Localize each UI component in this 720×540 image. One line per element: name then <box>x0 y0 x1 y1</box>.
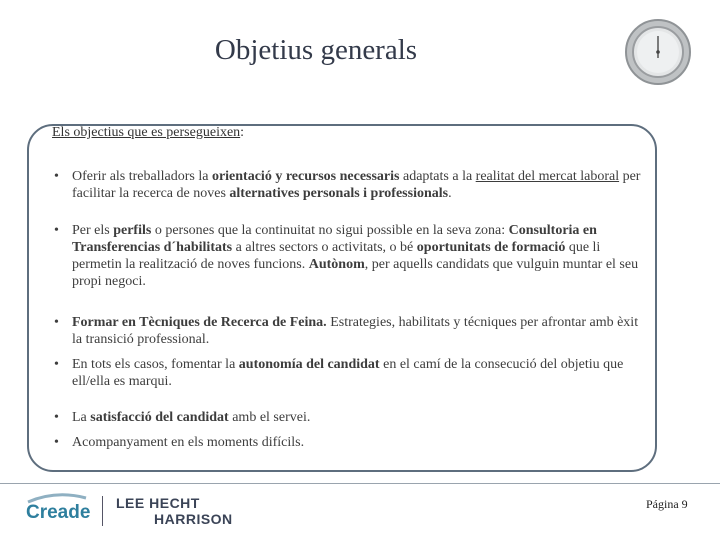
intro-suffix: : <box>240 125 245 140</box>
page-title: Objetius generals <box>214 34 418 66</box>
bold-phrase: alternatives personals i professionals <box>229 186 449 201</box>
bullet-item <box>54 314 644 348</box>
bullet-dot: • <box>54 315 59 330</box>
bullet-text <box>72 434 644 451</box>
bullet-text <box>72 356 644 390</box>
bold-phrase: autonomía del candidat <box>238 357 380 372</box>
bullet-item <box>54 409 644 426</box>
bullet-dot: • <box>54 410 59 425</box>
text-run: o persones que la continuitat no sigui possible en la seva zona: <box>151 223 509 238</box>
bullet-item <box>54 168 644 202</box>
intro-line <box>52 125 244 141</box>
text-run: Estrategies, habilitats y técniques per afrontar amb èxit la transició professional. <box>72 315 639 347</box>
text-run: per facilitar la recerca de noves <box>72 169 641 201</box>
text-run: Oferir als treballadors la <box>72 169 212 184</box>
bold-phrase: satisfacció del candidat <box>90 410 229 425</box>
text-run: que li permetin la realització de noves funcions. <box>72 240 601 272</box>
bold-phrase: Consultoria en Transferencias d´habilitats <box>72 223 597 255</box>
bullet-item <box>54 356 644 390</box>
creade-logo: Creade <box>26 502 91 523</box>
bold-phrase: Autònom <box>308 257 365 272</box>
intro-text: Els objectius que es persegueixen <box>52 125 241 140</box>
bullet-item <box>54 434 644 451</box>
bullet-dot: • <box>54 169 59 184</box>
bullet-text <box>72 314 644 348</box>
logo-divider <box>102 496 103 526</box>
lhh-logo-line2: HARRISON <box>154 511 233 527</box>
bullet-text <box>72 409 644 426</box>
text-run: amb el servei. <box>228 410 311 425</box>
bold-phrase: Formar en Tècniques de Recerca de Feina. <box>72 315 327 330</box>
bullet-text <box>72 222 644 290</box>
lhh-logo <box>116 495 233 527</box>
bullet-text <box>72 168 644 202</box>
text-run: . <box>448 186 452 201</box>
lhh-logo-line1: LEE HECHT <box>116 495 200 511</box>
bullet-dot: • <box>54 223 59 238</box>
page-number: Página 9 <box>646 497 688 511</box>
bullet-dot: • <box>54 357 59 372</box>
bold-phrase: oportunitats de formació <box>416 240 566 255</box>
text-run: en el camí de la consecució del objetiu que ell/ella es marqui. <box>72 357 624 389</box>
text-run: adaptats a la <box>399 169 476 184</box>
text-run: La <box>72 410 91 425</box>
bold-phrase: orientació y recursos necessaris <box>211 169 400 184</box>
bold-phrase: perfils <box>113 223 152 238</box>
clock-icon <box>624 18 692 86</box>
text-run: a altres sectors o activitats, o bé <box>232 240 417 255</box>
bullet-dot: • <box>54 435 59 450</box>
text-run: Per els <box>72 223 114 238</box>
text-run: En tots els casos, fomentar la <box>72 357 239 372</box>
footer-divider <box>0 483 720 484</box>
underlined-phrase: realitat del mercat laboral <box>475 169 620 184</box>
text-run: Acompanyament en els moments difícils. <box>72 435 305 450</box>
text-run: , per aquells candidats que vulguin muntar el seu propi negoci. <box>72 257 639 289</box>
bullet-item <box>54 222 644 290</box>
